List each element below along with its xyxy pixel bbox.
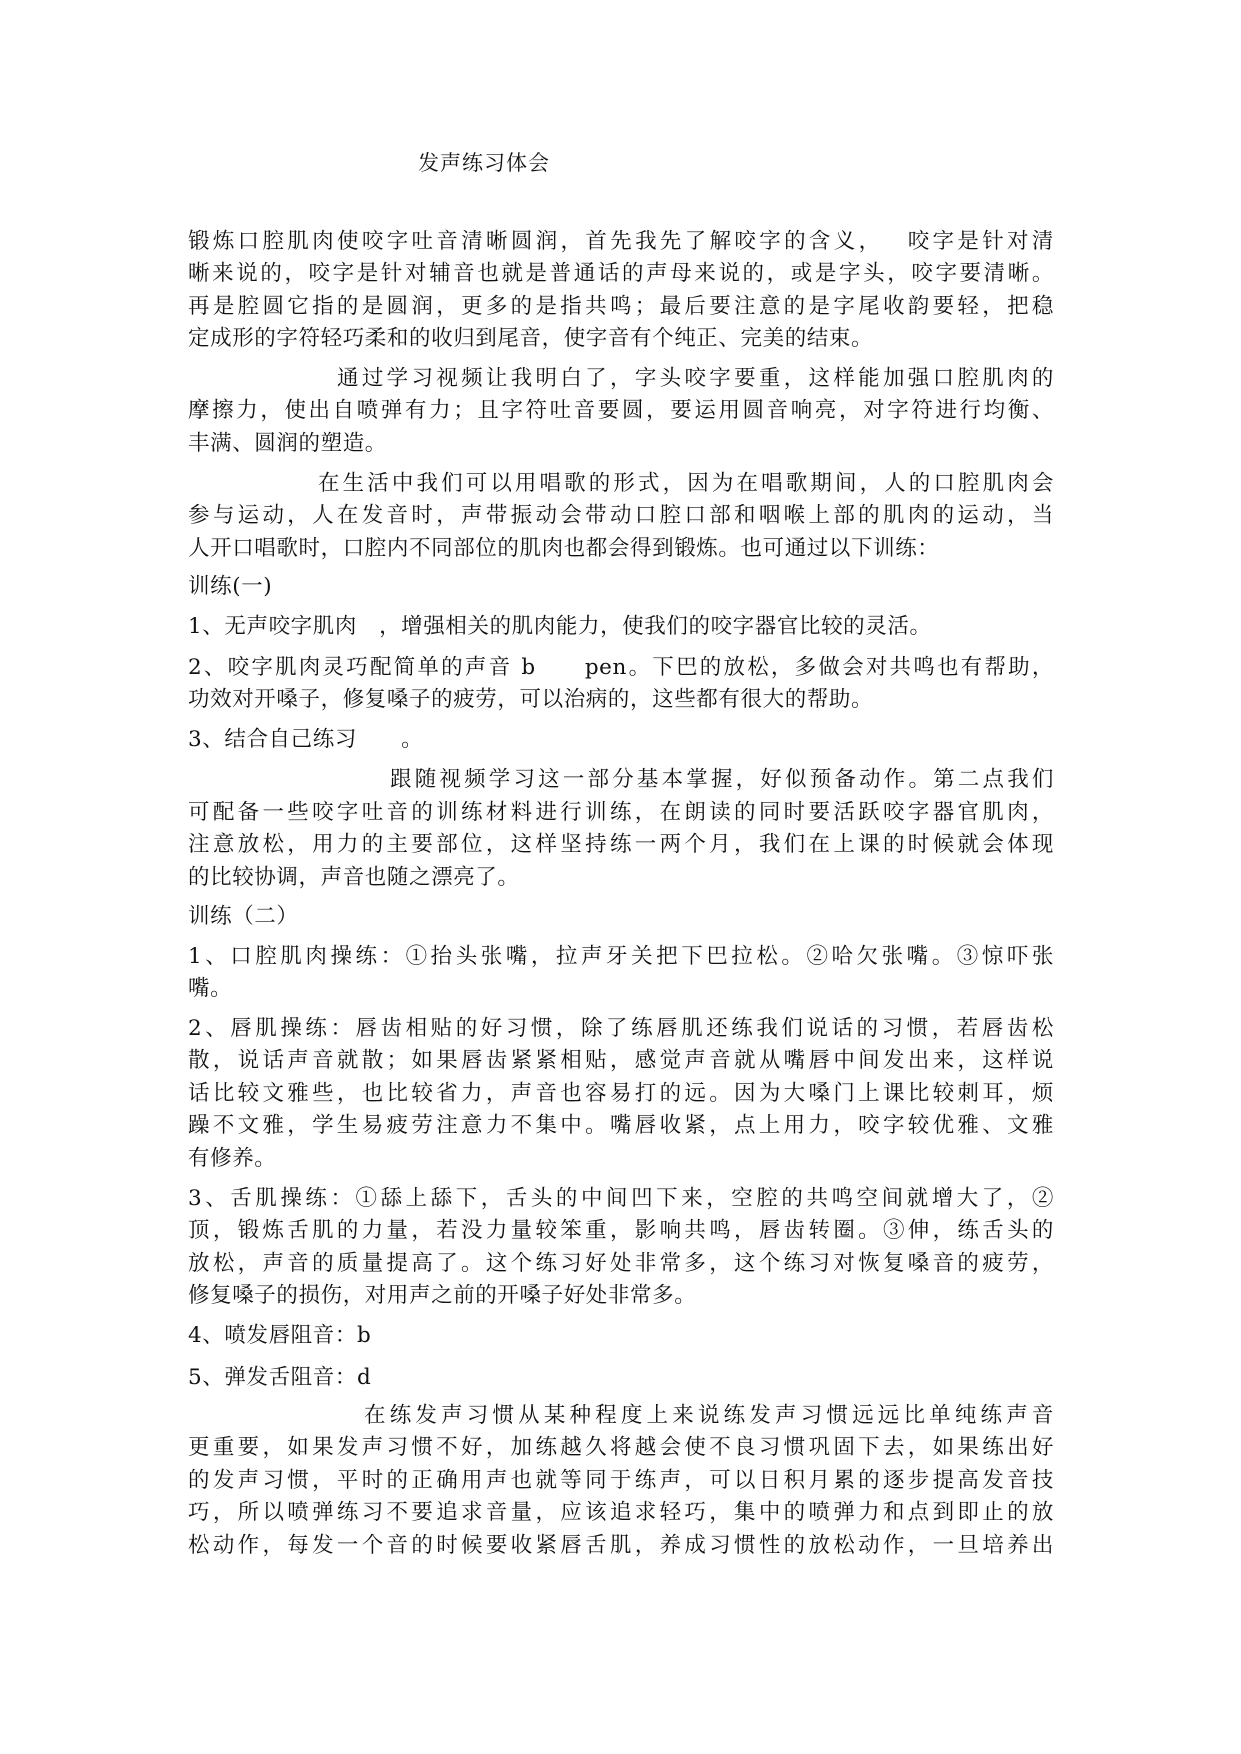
list-item: 1、无声咬字肌肉 ，增强相关的肌肉能力，使我们的咬字器官比较的灵活。	[188, 614, 932, 639]
text-line: 散，说话声音就散；如果唇齿紧紧相贴，感觉声音就从嘴唇中间发出来，这样说	[188, 1048, 1054, 1073]
section-heading: 训练(一)	[188, 574, 273, 599]
list-item: 4、喷发唇阻音：b	[188, 1323, 372, 1348]
text-line: 丰满、圆润的塑造。	[188, 431, 387, 456]
list-item: 1、口腔肌肉操练：①抬头张嘴，拉声牙关把下巴拉松。②哈欠张嘴。③惊吓张	[188, 944, 1054, 969]
text-line: 人开口唱歌时，口腔内不同部位的肌肉也都会得到锻炼。也可通过以下训练：	[188, 536, 940, 561]
text-line: 在生活中我们可以用唱歌的形式，因为在唱歌期间，人的口腔肌肉会	[318, 471, 1054, 496]
text-line: 晰来说的，咬字是针对辅音也就是普通话的声母来说的，或是字头，咬字要清晰。	[188, 261, 1054, 286]
text-line: 嘴。	[188, 976, 233, 1001]
text-line: 再是腔圆它指的是圆润，更多的是指共鸣；最后要注意的是字尾收韵要轻，把稳	[188, 294, 1054, 319]
text-line: 修复嗓子的损伤，对用声之前的开嗓子好处非常多。	[188, 1283, 697, 1308]
text-line: 巧，所以喷弹练习不要追求音量，应该追求轻巧，集中的喷弹力和点到即止的放	[188, 1500, 1054, 1525]
list-item: 2、咬字肌肉灵巧配简单的声音 b pen。下巴的放松，多做会对共鸣也有帮助，	[188, 655, 1054, 680]
text-line: 定成形的字符轻巧柔和的收归到尾音，使字音有个纯正、完美的结束。	[188, 326, 874, 351]
text-line: 在练发声习惯从某种程度上来说练发声习惯远远比单纯练声音	[364, 1403, 1054, 1428]
text-line: 躁不文雅，学生易疲劳注意力不集中。嘴唇收紧，点上用力，咬字较优雅、文雅	[188, 1113, 1054, 1138]
text-line: 有修养。	[188, 1146, 277, 1171]
section-heading: 训练（二）	[188, 904, 299, 929]
text-line: 注意放松，用力的主要部位，这样坚持练一两个月，我们在上课的时候就会体现	[188, 832, 1054, 857]
text-line: 可配备一些咬字吐音的训练材料进行训练，在朗读的同时要活跃咬字器官肌肉，	[188, 800, 1054, 825]
text-line: 的发声习惯，平时的正确用声也就等同于练声，可以日积月累的逐步提高发音技	[188, 1468, 1054, 1493]
list-item: 5、弹发舌阻音：d	[188, 1365, 372, 1390]
list-item: 2、唇肌操练：唇齿相贴的好习惯，除了练唇肌还练我们说话的习惯，若唇齿松	[188, 1016, 1054, 1041]
text-line: 功效对开嗓子，修复嗓子的疲劳，可以治病的，这些都有很大的帮助。	[188, 687, 874, 712]
document-title: 发声练习体会	[418, 151, 550, 175]
list-item: 3、结合自己练习 。	[188, 727, 424, 752]
text-line: 放松，声音的质量提高了。这个练习好处非常多，这个练习对恢复嗓音的疲劳，	[188, 1251, 1054, 1276]
text-line: 的比较协调，声音也随之漂亮了。	[188, 865, 520, 890]
text-line: 更重要，如果发声习惯不好，加练越久将越会使不良习惯巩固下去，如果练出好	[188, 1435, 1054, 1460]
text-line: 通过学习视频让我明白了，字头咬字要重，这样能加强口腔肌肉的	[337, 366, 1054, 391]
text-line: 锻炼口腔肌肉使咬字吐音清晰圆润，首先我先了解咬字的含义， 咬字是针对清	[188, 229, 1054, 254]
text-line: 参与运动，人在发音时，声带振动会带动口腔口部和咽喉上部的肌肉的运动，当	[188, 503, 1054, 528]
text-line: 话比较文雅些，也比较省力，声音也容易打的远。因为大嗓门上课比较刺耳，烦	[188, 1081, 1054, 1106]
text-line: 松动作，每发一个音的时候要收紧唇舌肌，养成习惯性的放松动作，一旦培养出	[188, 1533, 1054, 1558]
text-line: 摩擦力，使出自喷弹有力；且字符吐音要圆，要运用圆音响亮，对字符进行均衡、	[188, 398, 1054, 423]
list-item: 3、舌肌操练：①舔上舔下，舌头的中间凹下来，空腔的共鸣空间就增大了，②	[188, 1186, 1054, 1211]
text-line: 顶，锻炼舌肌的力量，若没力量较笨重，影响共鸣，唇齿转圈。③伸，练舌头的	[188, 1218, 1054, 1243]
text-line: 跟随视频学习这一部分基本掌握，好似预备动作。第二点我们	[390, 767, 1054, 792]
